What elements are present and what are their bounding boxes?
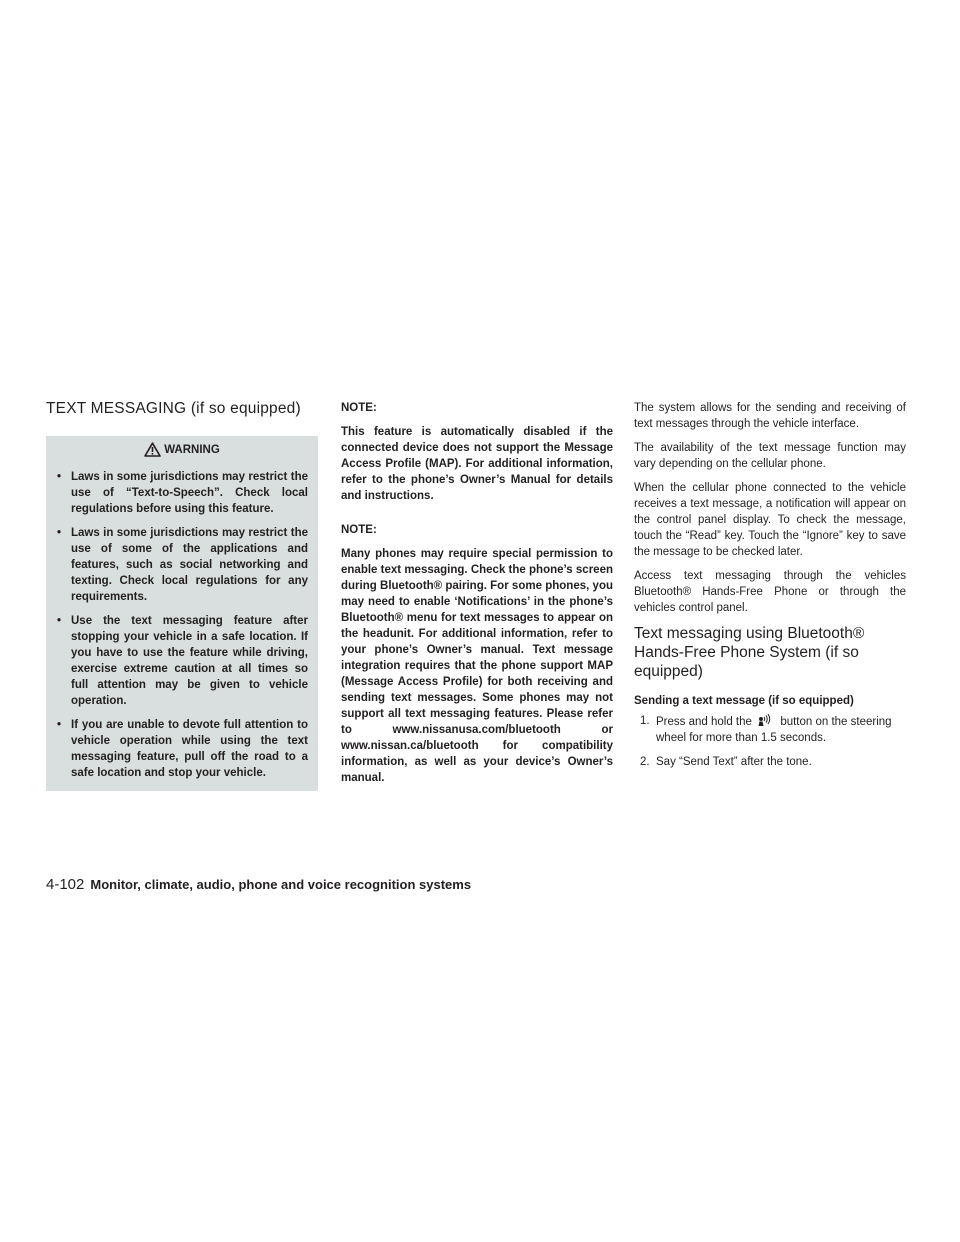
note-block <box>341 400 613 504</box>
column-right <box>634 400 906 778</box>
page-footer <box>46 876 471 893</box>
note-text: Many phones may require special permission to enable text messaging. Check the phone’s screen during Bluetooth® pairing. For some phones, you may need to enable ‘Notifications’ in the phone’s Bluetooth® menu for text messages to appear on the headunit. For additional information, refer to your phone’s Owner’s manual. Text message integration requires that the phone support MAP (Message Access Profile) for both receiving and sending text messages. Some phones may not support all text messaging features. Please refer to www.nissanusa.com/bluetooth or www.nissan.ca/bluetooth for compatibility information, as well as your device’s Owner’s manual. <box>341 548 613 784</box>
step-text-after: button on the steering wheel for more than 1.5 seconds. <box>656 716 892 744</box>
section-title: TEXT MESSAGING (if so equipped) <box>46 400 301 417</box>
chapter-title: Monitor, climate, audio, phone and voice recognition systems <box>90 877 472 892</box>
step-text: Say “Send Text” after the tone. <box>656 756 812 768</box>
steps-list <box>634 713 906 770</box>
warning-item: • Use the text messaging feature after stopping your vehicle in a safe location. If you have to use the feature while driving, exercise extreme caution at all times so full attention may be given to vehicle operation. <box>56 613 308 709</box>
intro-paragraph: When the cellular phone connected to the vehicle receives a text message, a notification will appear on the control panel display. To check the message, touch the “Read” key. Touch the “Ignore” key to save the message to be checked later. <box>634 482 906 558</box>
warning-box <box>46 436 318 791</box>
column-left <box>46 400 318 791</box>
step-item <box>634 754 906 770</box>
warning-item: • Laws in some jurisdictions may restrict the use of some of the applications and features, such as social networking and texting. Check local regulations for any requirements. <box>56 525 308 605</box>
page-number: 4-102 <box>46 876 85 893</box>
step-number: 2. <box>640 756 650 768</box>
note-text: This feature is automatically disabled if the connected device does not support the Message Access Profile (MAP). For additional information, refer to the phone’s Owner’s Manual for details and instructions. <box>341 426 613 502</box>
note-label: NOTE: <box>341 402 377 414</box>
talk-button-icon <box>757 713 773 727</box>
note-label: NOTE: <box>341 524 377 536</box>
procedure-heading: Sending a text message (if so equipped) <box>634 695 854 707</box>
warning-item: • Laws in some jurisdictions may restrict the use of “Text-to-Speech”. Check local regulations before using this feature. <box>56 469 308 517</box>
warning-item: • If you are unable to devote full attention to vehicle operation while using the text messaging feature, pull off the road to a safe location and stop your vehicle. <box>56 717 308 781</box>
warning-label: WARNING <box>164 443 220 456</box>
column-middle <box>341 400 613 804</box>
step-text-before: Press and hold the <box>656 716 752 728</box>
subsection-title: Text messaging using Bluetooth® Hands-Free Phone System (if so equipped) <box>634 625 865 680</box>
warning-header <box>56 442 308 457</box>
note-block <box>341 522 613 786</box>
intro-paragraph: The availability of the text message function may vary depending on the cellular phone. <box>634 442 906 470</box>
intro-paragraph: The system allows for the sending and receiving of text messages through the vehicle interface. <box>634 402 906 430</box>
warning-triangle-icon <box>144 442 161 457</box>
step-number: 1. <box>640 715 650 727</box>
step-item <box>634 713 906 746</box>
intro-paragraph: Access text messaging through the vehicles Bluetooth® Hands-Free Phone or through the vehicles control panel. <box>634 570 906 614</box>
warning-list <box>56 469 308 781</box>
